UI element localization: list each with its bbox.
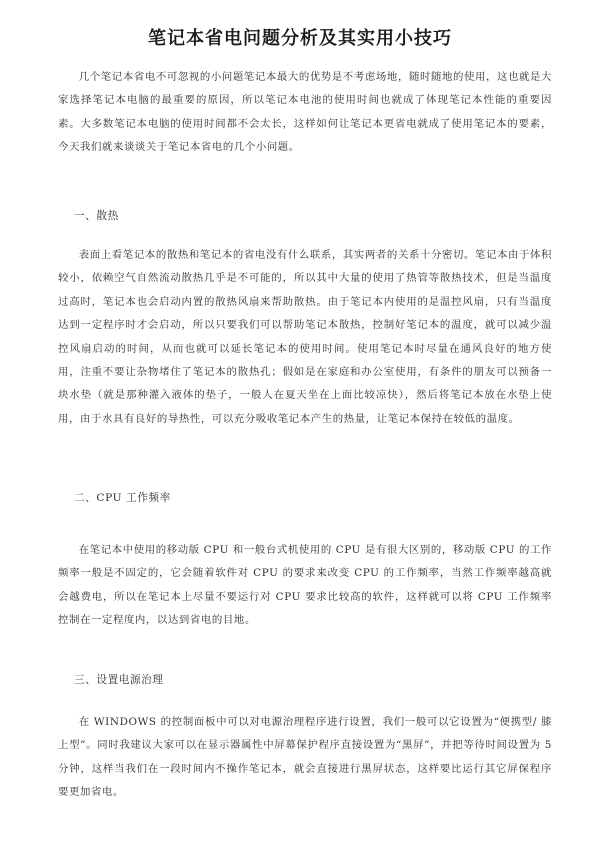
section-body-cpu-frequency: 在笔记本中使用的移动版 CPU 和一般台式机使用的 CPU 是有很大区别的，移动版 CPU 的工作频率一般是不固定的，它会随着软件对 CPU 的要求来改变 CPU 的工作频率，当然工作频率越高就会越费电，所以在笔记本上尽量不要运行对 CPU 要求比较高的软件，这样就可以将 CPU 工作频率控制在一定程度内，以达到省电的目地。 [58, 544, 552, 627]
section-heading-cpu-frequency: 二、CPU 工作频率 [74, 492, 171, 504]
page-title: 笔记本省电问题分析及其实用小技巧 [148, 28, 452, 49]
section-heading-cooling: 一、散热 [74, 210, 119, 222]
intro-paragraph: 几个笔记本省电不可忽视的小问题笔记本最大的优势是不考虑场地，随时随地的使用，这也就是大家选择笔记本电脑的最重要的原因，所以笔记本电池的使用时间也就成了体现笔记本性能的重要因素。大多数笔记本电脑的使用时间都不会太长，这样如何让笔记本更省电就成了使用笔记本的要素，今天我们就来谈谈关于笔记本省电的几个小问题。 [58, 71, 552, 154]
section-body-cooling: 表面上看笔记本的散热和笔记本的省电没有什么联系，其实两者的关系十分密切。笔记本由于体积较小，依赖空气自然流动散热几乎是不可能的，所以其中大量的使用了热管等散热技术，但是当温度过高时，笔记本也会启动内置的散热风扇来帮助散热。由于笔记本内使用的是温控风扇，只有当温度达到一定程序时才会启动，所以只要我们可以帮助笔记本散热，控制好笔记本的温度，就可以减少温控风扇启动的时间，从而也就可以延长笔记本的使用时间。使用笔记本时尽量在通风良好的地方使用，注重不要让杂物堵住了笔记本的散热孔；假如是在家庭和办公室使用，有条件的朋友可以预备一块水垫（就是那种灌入液体的垫子，一般人在夏天坐在上面比较凉快），然后将笔记本放在水垫上使用，由于水具有良好的导热性，可以充分吸收笔记本产生的热量，让笔记本保持在较低的温度。 [58, 249, 552, 425]
section-body-power-management: 在 WINDOWS 的控制面板中可以对电源治理程序进行设置，我们一般可以它设置为“便携型/ 膝上型”。同时我建议大家可以在显示器属性中屏幕保护程序直接设置为“黑屏”，并把等待时间设置为 5 分钟，这样当我们在一段时间内不操作笔记本，就会直接进行黑屏状态，这样要比运行其它屏保程序要更加省电。 [58, 716, 552, 799]
section-heading-power-management: 三、设置电源治理 [74, 674, 164, 686]
